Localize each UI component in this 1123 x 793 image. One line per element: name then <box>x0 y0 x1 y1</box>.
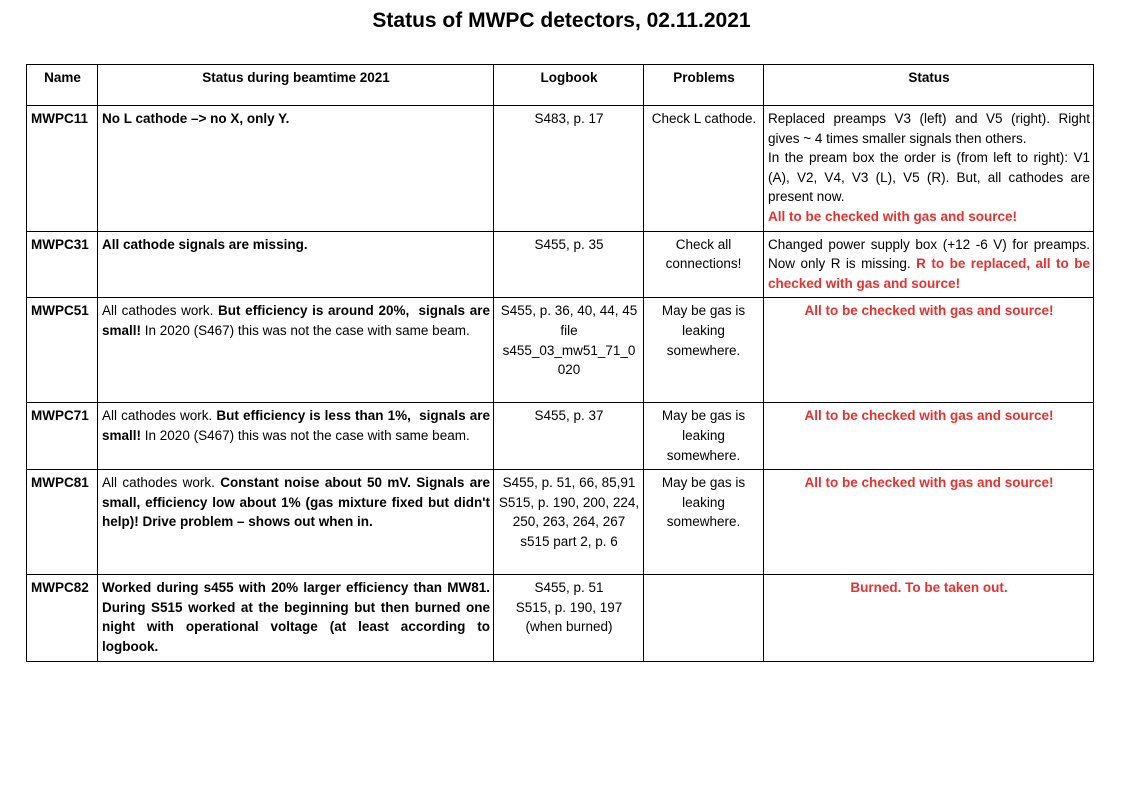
status-text-segment: All cathodes work. <box>102 475 221 491</box>
status-text-segment: All cathodes work. <box>102 303 219 319</box>
status-text-segment: No L cathode –> no X, only Y. <box>102 111 290 126</box>
cell-status <box>764 403 1094 470</box>
table-body <box>27 106 1094 662</box>
logbook-entry: s455_03_mw51_71_0020 <box>502 342 636 378</box>
logbook-entry: S483, p. 17 <box>534 111 604 126</box>
table-row <box>27 231 1094 298</box>
cell-logbook <box>494 106 644 232</box>
status-text-segment: But efficiency is around 20%, signals are small! <box>102 303 494 338</box>
cell-status <box>764 106 1094 232</box>
logbook-entry: S455, p. 35 <box>534 236 604 252</box>
header-logbook: Logbook <box>494 65 644 106</box>
cell-problems: Check all connections! <box>644 231 764 298</box>
status-action-note: All to be checked with gas and source! <box>768 208 1018 224</box>
logbook-entry: file <box>560 322 578 338</box>
cell-detector-name: MWPC51 <box>27 298 98 403</box>
cell-status <box>764 231 1094 298</box>
cell-status-during-beamtime <box>98 470 494 575</box>
cell-status <box>764 575 1094 661</box>
status-note: In the pream box the order is (from left to right): V1 (A), V2, V4, V3 (L), V5 (R). But, all cathodes are present now. <box>768 150 1094 205</box>
logbook-entry: S455, p. 51, 66, 85,91 <box>502 475 636 491</box>
header-name: Name <box>27 65 98 106</box>
header-problems: Problems <box>644 65 764 106</box>
logbook-entry: (when burned) <box>525 619 613 635</box>
table-row <box>27 298 1094 403</box>
status-action-note: Burned. To be taken out. <box>850 580 1008 596</box>
table-row <box>27 470 1094 575</box>
cell-status-during-beamtime <box>98 231 494 298</box>
cell-detector-name: MWPC81 <box>27 470 98 575</box>
table-row <box>27 575 1094 661</box>
cell-status-during-beamtime <box>98 575 494 661</box>
logbook-entry: S455, p. 36, 40, 44, 45 <box>500 303 638 319</box>
header-status-during-beamtime: Status during beamtime 2021 <box>98 65 494 106</box>
cell-status <box>764 470 1094 575</box>
cell-status <box>764 298 1094 403</box>
cell-logbook <box>494 403 644 470</box>
cell-logbook <box>494 231 644 298</box>
status-action-note: All to be checked with gas and source! <box>804 408 1054 424</box>
logbook-entry: S515, p. 190, 200, 224, 250, 263, 264, 267 <box>498 494 640 530</box>
logbook-entry: s515 part 2, p. 6 <box>520 533 618 549</box>
cell-status-during-beamtime <box>98 106 494 232</box>
cell-logbook <box>494 298 644 403</box>
status-text-segment: All cathode signals are missing. <box>102 236 308 252</box>
page-title: Status of MWPC detectors, 02.11.2021 <box>372 9 751 32</box>
table-header-row <box>27 65 1094 106</box>
table-row <box>27 403 1094 470</box>
status-text-segment: Worked during s455 with 20% larger efficiency than MW81. During S515 worked at the beginning but then burned one night with operational voltage (at least according to logbook. <box>102 580 494 654</box>
logbook-entry: S515, p. 190, 197 <box>515 599 623 615</box>
cell-problems <box>644 575 764 661</box>
status-action-note: R to be replaced, all to be checked with gas and source! <box>768 256 1094 291</box>
cell-logbook <box>494 470 644 575</box>
cell-status-during-beamtime <box>98 298 494 403</box>
status-text-segment: In 2020 (S467) this was not the case with same beam. <box>141 427 470 443</box>
cell-logbook <box>494 575 644 661</box>
cell-problems: May be gas is leaking somewhere. <box>644 403 764 470</box>
status-text-segment: In 2020 (S467) this was not the case with same beam. <box>141 322 470 338</box>
cell-problems: May be gas is leaking somewhere. <box>644 298 764 403</box>
cell-detector-name: MWPC31 <box>27 231 98 298</box>
header-status: Status <box>764 65 1094 106</box>
mwpc-status-table <box>26 64 1094 662</box>
status-action-note: All to be checked with gas and source! <box>804 303 1054 319</box>
status-text-segment: All cathodes work. <box>102 408 217 424</box>
cell-detector-name: MWPC71 <box>27 403 98 470</box>
cell-problems: May be gas is leaking somewhere. <box>644 470 764 575</box>
status-note: Changed power supply box (+12 -6 V) for preamps. Now only R is missing. <box>768 236 1094 272</box>
logbook-entry: S455, p. 51 <box>534 580 604 596</box>
status-note: Replaced preamps V3 (left) and V5 (right). Right gives ~ 4 times smaller signals then others. <box>768 111 1094 146</box>
cell-problems: Check L cathode. <box>644 106 764 232</box>
cell-detector-name: MWPC11 <box>27 106 98 232</box>
status-text-segment: But efficiency is less than 1%, signals are small! <box>102 408 494 443</box>
cell-detector-name: MWPC82 <box>27 575 98 661</box>
logbook-entry: S455, p. 37 <box>534 408 604 424</box>
table-row <box>27 106 1094 232</box>
status-action-note: All to be checked with gas and source! <box>804 475 1054 491</box>
cell-status-during-beamtime <box>98 403 494 470</box>
status-text-segment: Constant noise about 50 mV. Signals are small, efficiency low about 1% (gas mixture fixed but didn't help)! Drive problem – shows out when in. <box>102 475 494 530</box>
